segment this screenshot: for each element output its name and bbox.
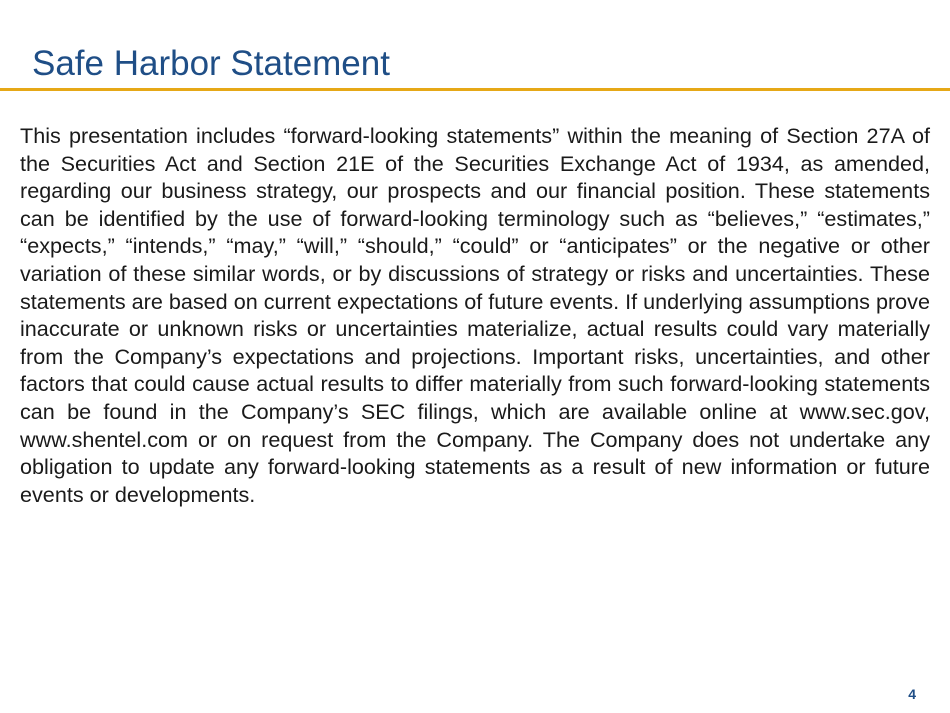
page-number: 4 bbox=[908, 686, 916, 702]
title-divider bbox=[0, 88, 950, 91]
safe-harbor-body: This presentation includes “forward-looking statements” within the meaning of Section 27A of the Securities Act and Section 21E of the Securities Exchange Act of 1934, as amended, regarding our business strategy, our prospects and our financial position. These statements can be identified by the use of forward-looking terminology such as “believes,” “estimates,” “expects,” “intends,” “may,” “will,” “should,” “could” or “anticipates” or the negative or other variation of these similar words, or by discussions of strategy or risks and uncertainties. These statements are based on current expectations of future events. If underlying assumptions prove inaccurate or unknown risks or uncertainties materialize, actual results could vary materially from the Company’s expectations and projections. Important risks, uncertainties, and other factors that could cause actual results to differ materially from such forward-looking statements can be found in the Company’s SEC filings, which are available online at www.sec.gov, www.shentel.com or on request from the Company. The Company does not undertake any obligation to update any forward-looking statements as a result of new information or future events or developments. bbox=[20, 123, 930, 507]
slide-title: Safe Harbor Statement bbox=[32, 44, 390, 83]
